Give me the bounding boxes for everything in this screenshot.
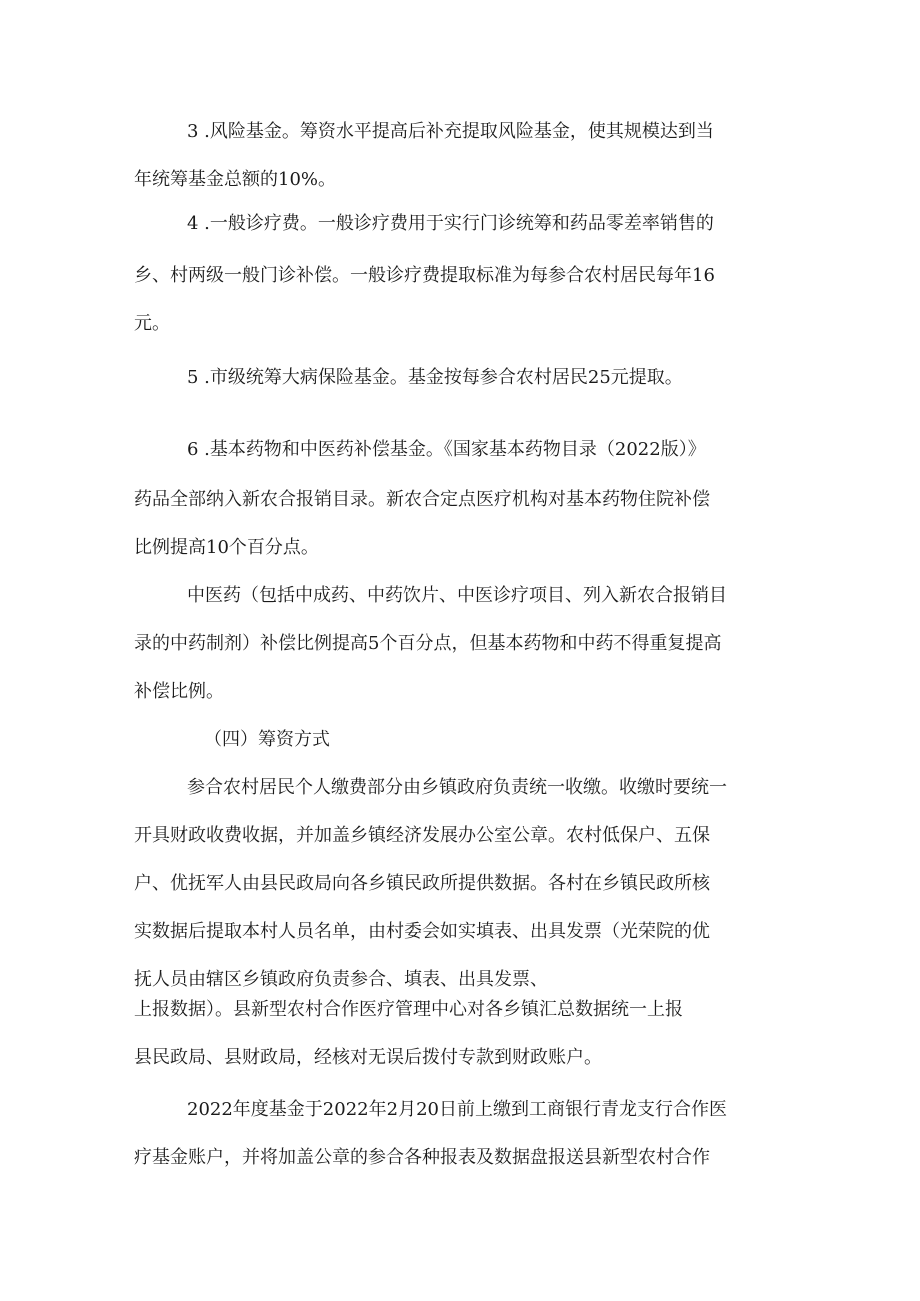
text-line: 补偿比例。 xyxy=(134,681,224,702)
text-line: 比例提高10个百分点。 xyxy=(134,537,319,558)
section-heading: （四）筹资方式 xyxy=(204,729,330,750)
text-line: 疗基金账户，并将加盖公章的参合各种报表及数据盘报送县新型农村合作 xyxy=(134,1147,710,1168)
text-line: 3 .风险基金。筹资水平提高后补充提取风险基金，使其规模达到当 xyxy=(187,121,714,142)
text-line: 药品全部纳入新农合报销目录。新农合定点医疗机构对基本药物住院补偿 xyxy=(134,489,710,510)
text-line: 6 .基本药物和中医药补偿基金。《国家基本药物目录（2022版）》 xyxy=(187,439,706,460)
text-line: 2022年度基金于2022年2月20日前上缴到工商银行青龙支行合作医 xyxy=(187,1099,727,1120)
text-line: 开具财政收费收据，并加盖乡镇经济发展办公室公章。农村低保户、五保 xyxy=(134,825,710,846)
text-line: 参合农村居民个人缴费部分由乡镇政府负责统一收缴。收缴时要统一 xyxy=(187,777,727,798)
text-line: 中医药（包括中成药、中药饮片、中医诊疗项目、列入新农合报销目 xyxy=(187,585,727,606)
text-line: 户、优抚军人由县民政局向各乡镇民政所提供数据。各村在乡镇民政所核 xyxy=(134,873,710,894)
text-line: 录的中药制剂）补偿比例提高5个百分点，但基本药物和中药不得重复提高 xyxy=(134,633,722,654)
text-line: 元。 xyxy=(134,313,170,334)
text-line: 乡、村两级一般门诊补偿。一般诊疗费提取标准为每参合农村居民每年16 xyxy=(134,265,715,286)
text-line: 4 .一般诊疗费。一般诊疗费用于实行门诊统筹和药品零差率销售的 xyxy=(187,213,714,234)
text-line: 上报数据）。县新型农村合作医疗管理中心对各乡镇汇总数据统一上报 xyxy=(134,999,683,1020)
text-line: 抚人员由辖区乡镇政府负责参合、填表、出具发票、 xyxy=(134,969,548,990)
text-line: 县民政局、县财政局，经核对无误后拨付专款到财政账户。 xyxy=(134,1047,602,1068)
text-line: 实数据后提取本村人员名单，由村委会如实填表、出具发票（光荣院的优 xyxy=(134,921,710,942)
text-line: 年统筹基金总额的10%。 xyxy=(134,169,337,190)
text-line: 5 .市级统筹大病保险基金。基金按每参合农村居民25元提取。 xyxy=(187,367,683,388)
